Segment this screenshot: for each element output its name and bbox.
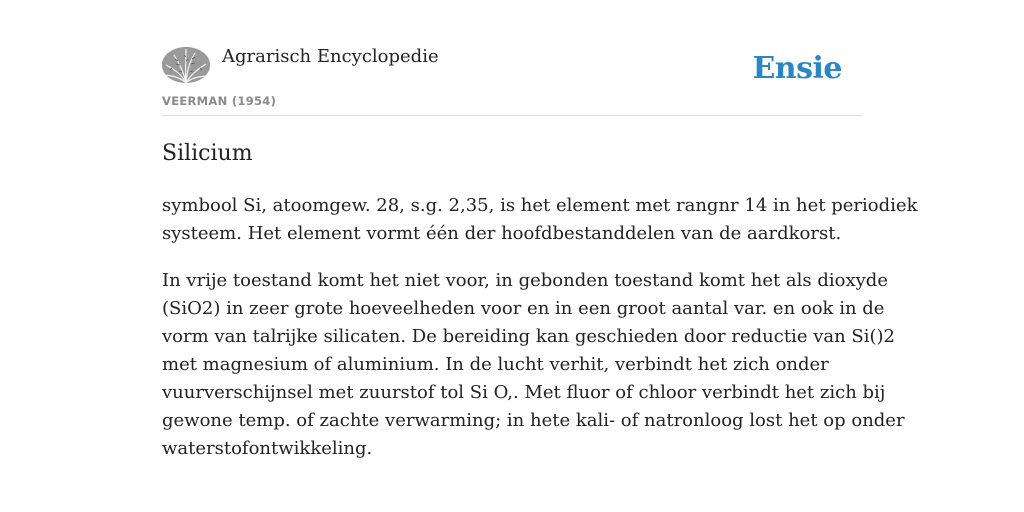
paragraph-line: symbool Si, atoomgew. 28, s.g. 2,35, is het element met rangnr 14 in het periodiek [162, 195, 918, 216]
publication-title[interactable]: Agrarisch Encyclopedie [222, 46, 439, 67]
article-card [162, 0, 918, 459]
publication-subtitle: VEERMAN (1954) [162, 94, 277, 108]
paragraph-line: In vrije toestand komt het niet voor, in gebonden toestand komt het als dioxyde [162, 270, 888, 291]
paragraph-line: vorm van talrijke silicaten. De bereiding kan geschieden door reductie van Si()2 [162, 326, 895, 347]
paragraph-line: met magnesium of aluminium. In de lucht verhit, verbindt het zich onder [162, 354, 829, 375]
publication-header [162, 0, 862, 116]
paragraph-line: vuurverschijnsel met zuurstof tol Si O,. Met fluor of chloor verbindt het zich bij [162, 382, 886, 403]
paragraph-line: gewone temp. of zachte verwarming; in hete kali- of natronloog lost het op onder [162, 410, 905, 431]
entry-paragraph [162, 192, 918, 248]
entry-title: Silicium [162, 141, 253, 166]
entry-paragraph [162, 267, 905, 463]
paragraph-line: systeem. Het element vormt één der hoofdbestanddelen van de aardkorst. [162, 223, 842, 244]
paragraph-line: (SiO2) in zeer grote hoeveelheden voor en in een groot aantal var. en ook in de [162, 298, 885, 319]
wheat-logo-icon[interactable] [162, 47, 210, 83]
brand-logo[interactable]: Ensie [752, 51, 842, 86]
paragraph-line: waterstofontwikkeling. [162, 438, 373, 459]
